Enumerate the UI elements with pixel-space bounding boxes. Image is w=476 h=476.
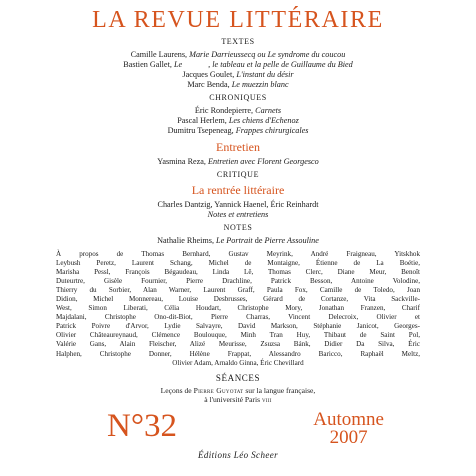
seances-university-number: viii: [261, 395, 272, 405]
abstract-line: À propos de Thomas Bernhard, Gustav Meyrink, André Fraigneau, Yitskhok: [56, 250, 420, 258]
critique-subheading: La rentrée littéraire: [191, 183, 285, 197]
season-year: 2007: [329, 427, 368, 448]
entry-author: Charles Dantzig, Yannick Haenel, Éric Reinhardt: [157, 200, 319, 209]
seances-entry: [56, 386, 420, 405]
abstract-line: Valérie Gans, Alain Fleischer, Alizé Meurisse, Zsuzsa Bánk, Didier Da Silva, Éric: [56, 340, 420, 349]
entry-title: Le Portrait: [216, 236, 253, 245]
issue-season: [313, 411, 384, 447]
chroniques-entry: [56, 126, 420, 136]
entry-title: Frappes chirurgicales: [235, 126, 309, 135]
issue-number: N°32: [107, 408, 178, 444]
entry-author: Bastien Gallet,: [123, 60, 174, 69]
textes-entry: [56, 50, 420, 60]
entry-connector: de: [252, 236, 265, 245]
abstract-line: Halphen, Christophe Donner, Hélène Frappat, Alessandro Baricco, Raphaël Meltz,: [56, 349, 420, 358]
season-label: Automne: [313, 409, 384, 430]
entry-title: Entretien avec Florent Georgesco: [208, 157, 319, 166]
seances-speaker: Pierre Guyotat: [193, 385, 244, 395]
section-heading-notes: NOTES: [223, 223, 253, 232]
abstract-line: Patrick Poivre d'Arvor, Lydie Salvayre, David Markson, Stéphanie Janicot, Georges-: [56, 322, 420, 331]
section-heading-textes: TEXTES: [221, 37, 255, 46]
entry-title: Pierre Assouline: [264, 236, 319, 245]
entry-author: Marc Benda,: [187, 80, 232, 89]
entry-title: Les chiens d'Echenoz: [228, 116, 299, 125]
entry-author: Yasmina Reza,: [157, 157, 209, 166]
section-heading-critique: CRITIQUE: [216, 170, 260, 179]
abstract-line: Thierry du Sorbier, Alan Warner, Laurent Graff, Paula Fox, Camille de Toledo, Joan: [56, 286, 420, 295]
entry-author: Pascal Herlem,: [177, 116, 229, 125]
abstract-line: Marisha Pessl, François Bégaudeau, Linda Lê, Thomas Clerc, Diane Meur, Benoît: [56, 268, 420, 277]
abstract-line: Duteurtre, Gisèle Fournier, Pierre Drachline, Patrick Besson, Antoine Volodine,: [56, 277, 420, 286]
notes-entry: [56, 236, 420, 246]
chroniques-entry: [56, 106, 420, 116]
seances-text-part: à l'université Paris: [204, 395, 262, 405]
section-heading-entretien: Entretien: [216, 140, 260, 154]
entry-title: Notes et entretiens: [207, 210, 269, 219]
textes-entry: [56, 60, 420, 70]
authors-abstract: [56, 250, 420, 368]
seances-text-part: sur la langue française,: [243, 385, 316, 395]
entry-author: Dumitru Tsepeneag,: [167, 126, 236, 135]
section-heading-chroniques: CHRONIQUES: [209, 93, 267, 102]
textes-entry: [56, 70, 420, 80]
entry-author: Nathalie Rheims,: [157, 236, 217, 245]
chroniques-list: [56, 106, 420, 136]
entry-title: Carnets: [255, 106, 282, 115]
critique-entry: [56, 200, 420, 220]
entry-title: Le muezzin blanc: [231, 80, 289, 89]
entry-author: Jacques Goulet,: [182, 70, 237, 79]
entretien-entry: [56, 157, 420, 167]
abstract-line: Olivier Adam, Arnaldo Ginna, Éric Chevillard: [172, 358, 304, 367]
section-heading-seances: SÉANCES: [215, 372, 261, 383]
entry-author: Camille Laurens,: [130, 50, 190, 59]
abstract-line: Didion, Michel Monnereau, Louise Desbrusses, Gérard de Cortanze, Vita Sackville-: [56, 295, 420, 304]
masthead-title: LA REVUE LITTÉRAIRE: [92, 7, 384, 33]
textes-list: [56, 50, 420, 90]
entry-title: , le tableau et la pelle de Guillaume du Bied: [208, 60, 353, 69]
publisher-name: Éditions Léo Scheer: [197, 450, 279, 460]
abstract-line: Olivier Châteaureynaud, Clémence Boulouque, Minh Tran Huy, Thibaut de Saint Pol,: [56, 331, 420, 340]
entry-title: Marie Darrieussecq ou Le syndrome du coucou: [189, 50, 346, 59]
textes-entry: [56, 80, 420, 90]
entry-title: Le: [173, 60, 183, 69]
abstract-line: Majdalani, Christophe Ono-dit-Biot, Pierre Charras, Vincent Delecroix, Olivier et: [56, 313, 420, 322]
seances-text-part: Leçons de: [160, 385, 194, 395]
entry-title: L'instant du désir: [236, 70, 294, 79]
entry-author: Éric Rondepierre,: [194, 106, 256, 115]
abstract-line: Leybush Peretz, Laurent Schang, Michel de Montaigne, Étienne de La Boétie,: [56, 259, 420, 268]
abstract-line: West, Simon Liberati, Célia Houdart, Christophe Mory, Jonathan Franzen, Charif: [56, 304, 420, 313]
chroniques-entry: [56, 116, 420, 126]
